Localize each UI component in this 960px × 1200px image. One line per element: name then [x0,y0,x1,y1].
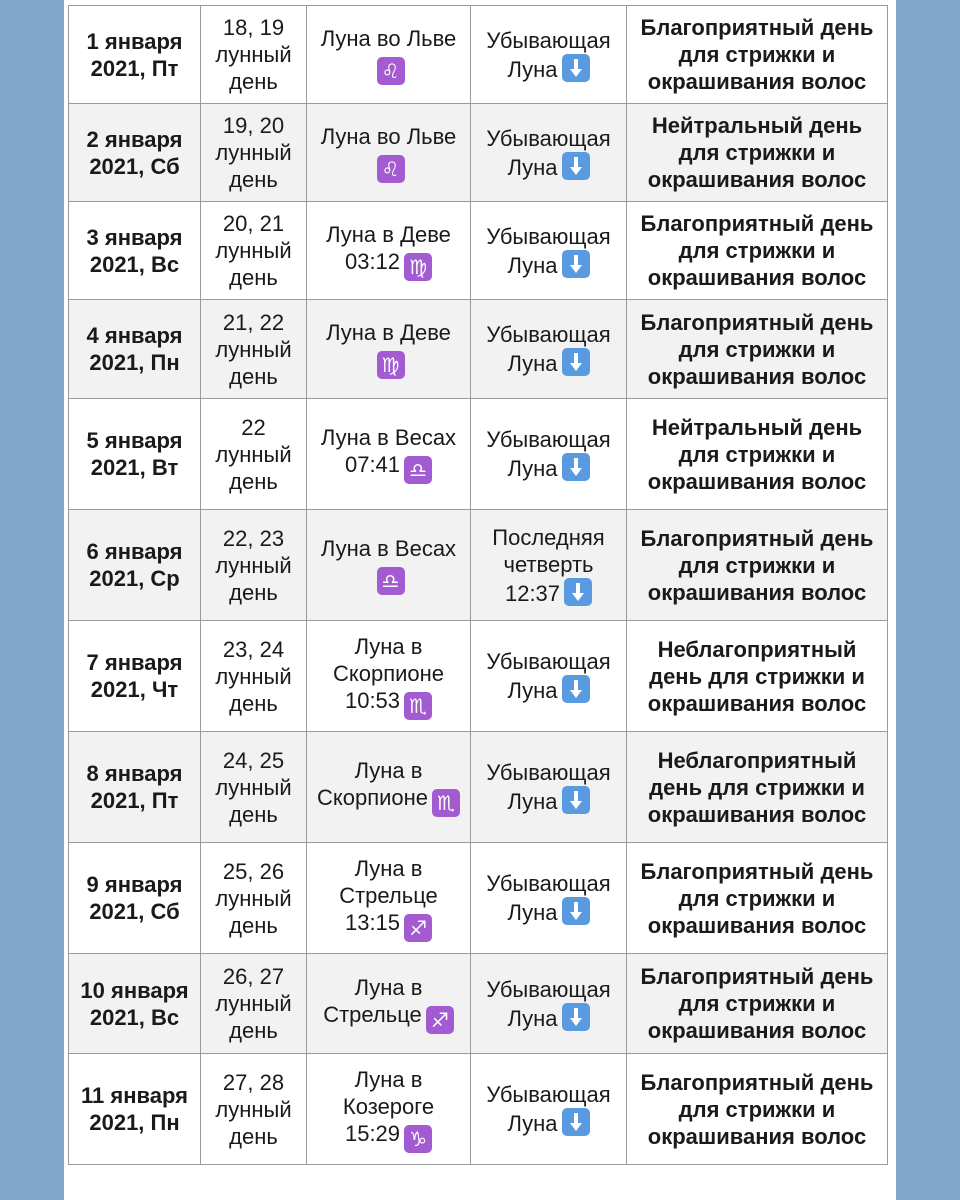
moon-sign-cell-text: Луна в Деве [326,320,451,345]
moon-phase-cell-text: Убывающая Луна [486,427,611,481]
moon-sign-cell [307,104,471,202]
table-row [69,510,888,621]
moon-phase-cell-text: Убывающая Луна [486,760,611,814]
moon-phase-cell-text: Последняя четверть 12:37 [492,524,605,606]
verdict-cell-text: Благоприятный день для стрижки и окрашивания волос [640,525,874,605]
moon-phase-cell [471,202,627,300]
verdict-cell-text: Благоприятный день для стрижки и окрашивания волос [640,1069,874,1149]
date-cell [69,300,201,399]
zodiac-sign-icon: ♑ [404,1125,432,1153]
moon-phase-cell [471,510,627,621]
moon-phase-cell [471,732,627,843]
date-cell [69,202,201,300]
lunar-day-cell [201,954,307,1054]
table-row [69,843,888,954]
date-cell-text: 10 января 2021, Вс [80,977,189,1030]
date-cell [69,6,201,104]
verdict-cell [627,1054,888,1165]
down-arrow-icon [562,453,590,481]
verdict-cell-text: Благоприятный день для стрижки и окрашивания волос [640,309,874,389]
down-arrow-icon [562,250,590,278]
lunar-day-cell-text: 22 лунный день [215,414,292,494]
moon-sign-cell [307,954,471,1054]
down-arrow-icon [562,1108,590,1136]
zodiac-sign-icon: ♍ [404,253,432,281]
lunar-day-cell-text: 24, 25 лунный день [215,747,292,827]
moon-sign-cell-text: Луна в Деве 03:12 [326,221,451,274]
lunar-day-cell-text: 25, 26 лунный день [215,858,292,938]
zodiac-sign-icon: ♎ [377,567,405,595]
moon-phase-cell [471,300,627,399]
date-cell [69,104,201,202]
moon-phase-cell [471,843,627,954]
table-row [69,202,888,300]
verdict-cell-text: Неблагоприятный день для стрижки и окрашивания волос [647,636,867,716]
verdict-cell-text: Благоприятный день для стрижки и окрашивания волос [640,858,874,938]
verdict-cell [627,202,888,300]
date-cell [69,732,201,843]
verdict-cell-text: Благоприятный день для стрижки и окрашивания волос [640,964,874,1043]
verdict-cell [627,732,888,843]
date-cell [69,510,201,621]
date-cell [69,1054,201,1165]
verdict-cell-text: Благоприятный день для стрижки и окрашивания волос [640,211,874,290]
verdict-cell-text: Нейтральный день для стрижки и окрашивания волос [647,113,867,192]
down-arrow-icon [562,1003,590,1031]
lunar-day-cell [201,843,307,954]
moon-phase-cell-text: Убывающая Луна [486,649,611,703]
moon-phase-cell-text: Убывающая Луна [486,125,611,180]
verdict-cell-text: Благоприятный день для стрижки и окрашивания волос [640,15,874,94]
moon-sign-cell [307,732,471,843]
table-row [69,732,888,843]
moon-sign-cell [307,202,471,300]
date-cell-text: 8 января 2021, Пт [86,761,183,813]
moon-sign-cell-text: Луна во Льве [320,123,457,149]
down-arrow-icon [562,897,590,925]
moon-sign-cell-text: Луна в Стрельце [323,974,423,1027]
moon-phase-cell [471,621,627,732]
verdict-cell [627,954,888,1054]
lunar-day-cell [201,621,307,732]
date-cell-text: 4 января 2021, Пн [86,323,183,375]
date-cell-text: 6 января 2021, Ср [86,539,183,591]
lunar-day-cell [201,510,307,621]
verdict-cell-text: Неблагоприятный день для стрижки и окрашивания волос [647,747,867,827]
moon-sign-cell [307,6,471,104]
lunar-day-cell-text: 23, 24 лунный день [215,636,292,716]
down-arrow-icon [562,348,590,376]
table-row [69,954,888,1054]
verdict-cell-text: Нейтральный день для стрижки и окрашивания волос [647,414,867,494]
lunar-day-cell [201,732,307,843]
moon-phase-cell-text: Убывающая Луна [486,322,611,376]
moon-sign-cell [307,399,471,510]
date-cell-text: 11 января 2021, Пн [81,1083,188,1135]
moon-sign-cell [307,621,471,732]
zodiac-sign-icon: ♐ [404,914,432,942]
lunar-day-cell-text: 20, 21 лунный день [215,211,292,290]
moon-phase-cell-text: Убывающая Луна [486,1082,611,1136]
moon-phase-cell-text: Убывающая Луна [486,871,611,925]
down-arrow-icon [562,152,590,180]
moon-phase-cell [471,1054,627,1165]
moon-sign-cell-text: Луна в Стрельце 13:15 [339,855,438,935]
moon-phase-cell-text: Убывающая Луна [486,223,611,278]
lunar-day-cell [201,6,307,104]
calendar-sheet [64,0,896,1200]
lunar-day-cell-text: 18, 19 лунный день [215,15,292,94]
moon-sign-cell-text: Луна во Льве [320,25,457,51]
date-cell [69,954,201,1054]
verdict-cell [627,300,888,399]
lunar-day-cell [201,300,307,399]
down-arrow-icon [562,786,590,814]
down-arrow-icon [562,675,590,703]
moon-phase-cell [471,954,627,1054]
table-row [69,6,888,104]
table-row [69,399,888,510]
moon-sign-cell-text: Луна в Скорпионе [316,758,429,810]
lunar-day-cell [201,1054,307,1165]
date-cell-text: 2 января 2021, Сб [86,126,183,179]
moon-sign-cell [307,1054,471,1165]
zodiac-sign-icon: ♎ [404,456,432,484]
date-cell-text: 1 января 2021, Пт [86,28,183,81]
moon-sign-cell-text: Луна в Скорпионе 10:53 [332,633,445,713]
moon-phase-cell [471,6,627,104]
moon-sign-cell [307,510,471,621]
lunar-day-cell-text: 21, 22 лунный день [215,309,292,389]
table-row [69,621,888,732]
moon-sign-cell-text: Луна в Козероге 15:29 [342,1066,435,1146]
moon-sign-cell [307,843,471,954]
verdict-cell [627,399,888,510]
date-cell [69,621,201,732]
moon-phase-cell-text: Убывающая Луна [486,27,611,82]
table-row [69,104,888,202]
date-cell-text: 3 января 2021, Вс [86,224,183,277]
lunar-day-cell [201,202,307,300]
down-arrow-icon [564,578,592,606]
date-cell-text: 9 января 2021, Сб [86,872,183,924]
date-cell [69,399,201,510]
verdict-cell [627,621,888,732]
moon-phase-cell [471,104,627,202]
zodiac-sign-icon: ♏ [432,789,460,817]
date-cell [69,843,201,954]
zodiac-sign-icon: ♌ [377,57,405,85]
zodiac-sign-icon: ♌ [377,155,405,183]
zodiac-sign-icon: ♐ [426,1006,454,1034]
lunar-day-cell [201,399,307,510]
date-cell-text: 7 января 2021, Чт [86,650,183,702]
table-row [69,1054,888,1165]
moon-sign-cell-text: Луна в Весах [320,536,457,561]
lunar-day-cell-text: 22, 23 лунный день [215,525,292,605]
down-arrow-icon [562,54,590,82]
moon-phase-cell-text: Убывающая Луна [486,976,611,1031]
lunar-day-cell-text: 27, 28 лунный день [215,1069,292,1149]
verdict-cell [627,510,888,621]
moon-sign-cell [307,300,471,399]
calendar-body [69,6,888,1165]
verdict-cell [627,843,888,954]
lunar-day-cell [201,104,307,202]
zodiac-sign-icon: ♏ [404,692,432,720]
verdict-cell [627,6,888,104]
zodiac-sign-icon: ♍ [377,351,405,379]
haircut-calendar-table [68,5,888,1165]
table-row [69,300,888,399]
moon-sign-cell-text: Луна в Весах 07:41 [320,425,457,477]
verdict-cell [627,104,888,202]
lunar-day-cell-text: 26, 27 лунный день [215,964,292,1043]
lunar-day-cell-text: 19, 20 лунный день [215,113,292,192]
date-cell-text: 5 января 2021, Вт [86,428,183,480]
moon-phase-cell [471,399,627,510]
